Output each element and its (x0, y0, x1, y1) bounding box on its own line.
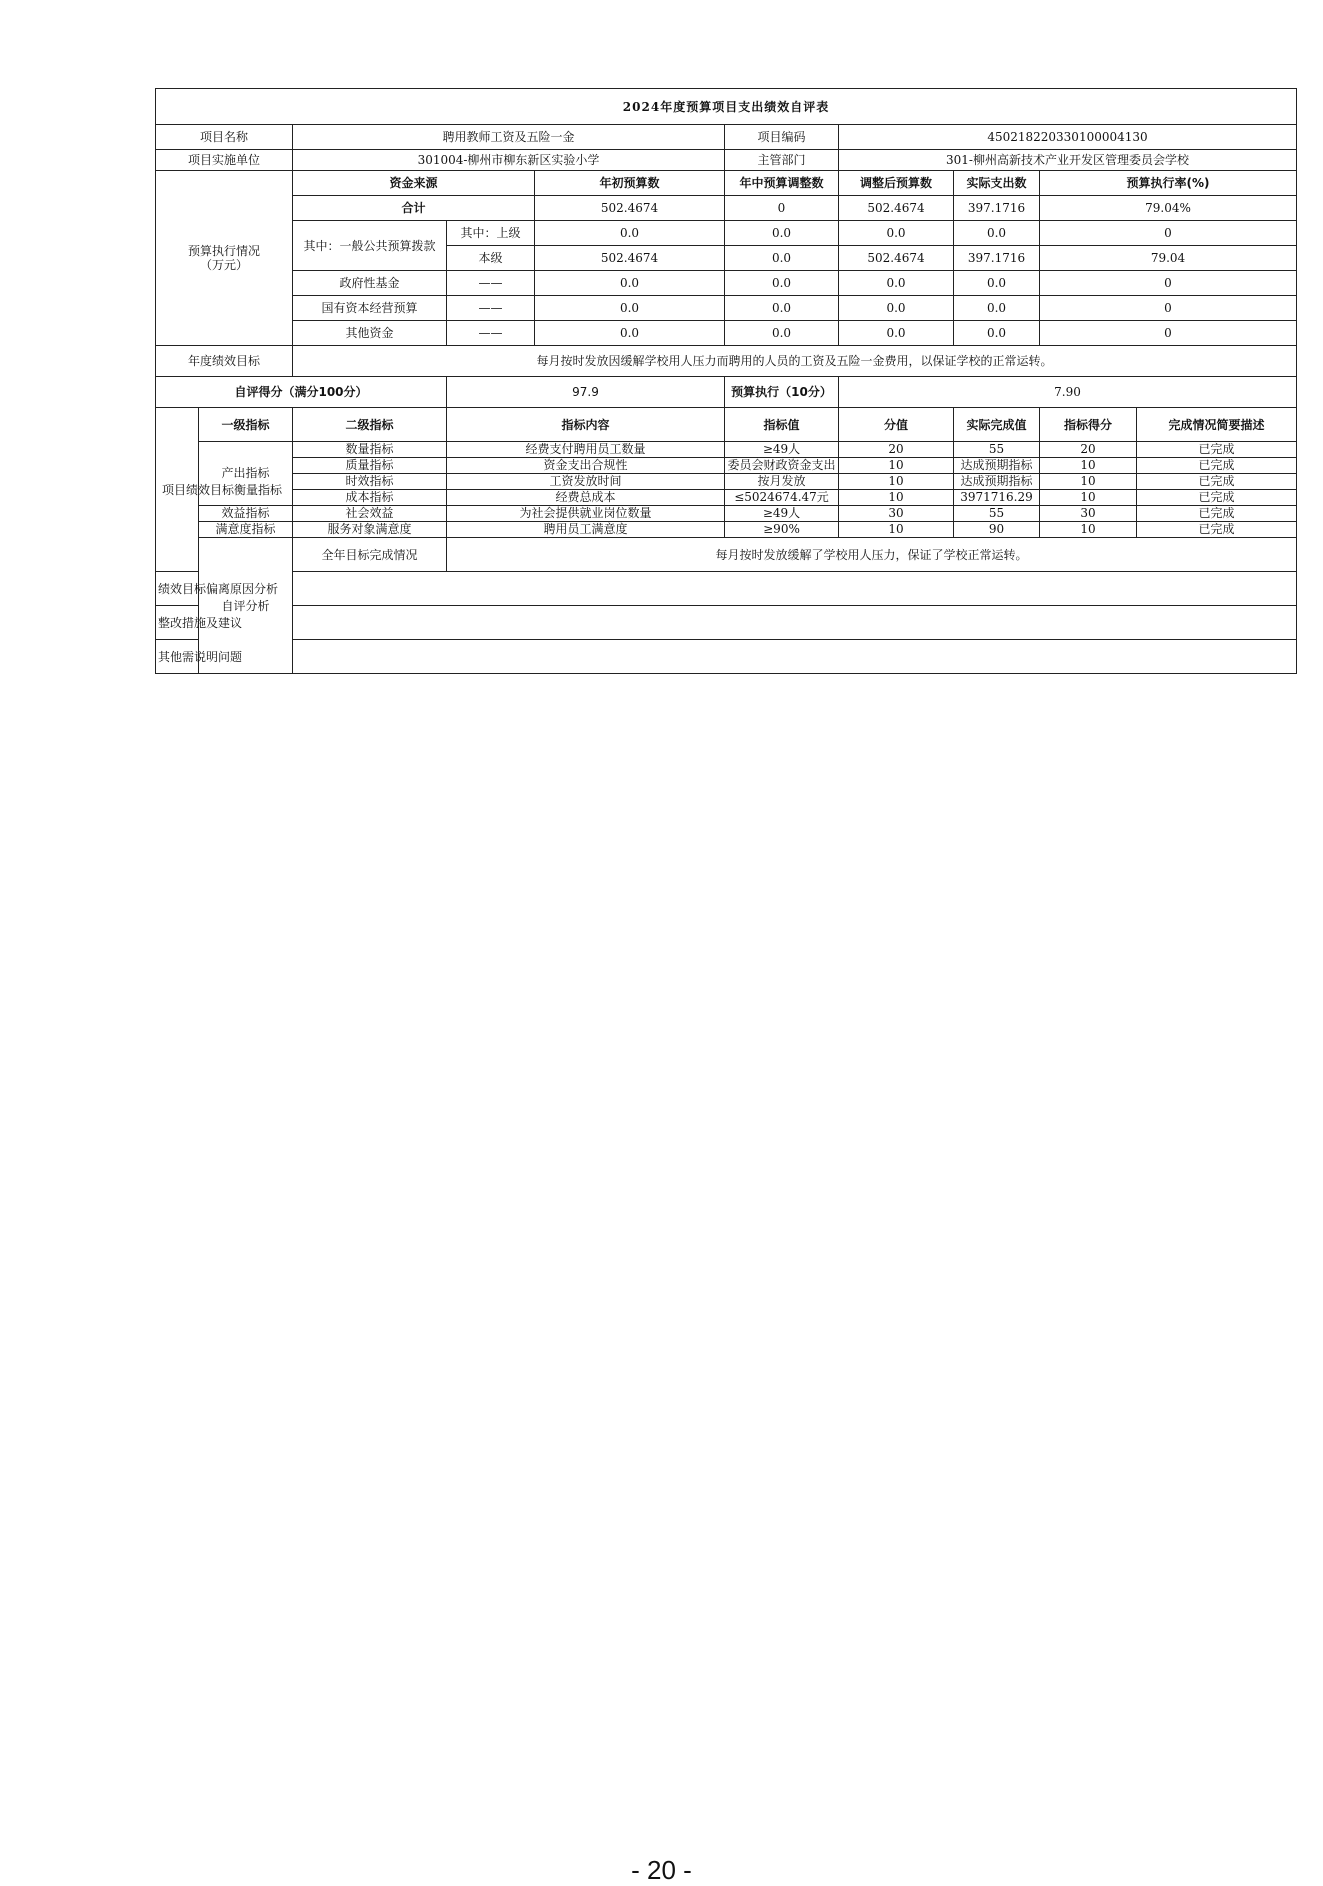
self-eval-row-text (293, 640, 1297, 674)
annual-goal-text: 每月按时发放因缓解学校用人压力而聘用的人员的工资及五险一金费用，以保证学校的正常运转。 (293, 346, 1297, 377)
self-score-label: 自评得分（满分100分） (156, 377, 447, 408)
indicator-target: 委员会财政资金支出 (725, 458, 839, 474)
total-adjust: 0 (725, 196, 839, 221)
state-capital-label: 国有资本经营预算 (293, 296, 447, 321)
indicator-weight: 10 (839, 474, 954, 490)
project-name-label: 项目名称 (156, 125, 293, 150)
header-content: 指标内容 (447, 408, 725, 442)
satisfaction-status: 已完成 (1137, 522, 1297, 538)
indicator-status: 已完成 (1137, 490, 1297, 506)
indicator-actual: 3971716.29 (954, 490, 1040, 506)
self-eval-row-text (293, 606, 1297, 640)
other-fund-dash: —— (447, 321, 535, 346)
indicator-target: 按月发放 (725, 474, 839, 490)
local-adjust: 0.0 (725, 246, 839, 271)
indicator-content: 工资发放时间 (447, 474, 725, 490)
header-status: 完成情况简要描述 (1137, 408, 1297, 442)
upper-adjust: 0.0 (725, 221, 839, 246)
indicator-target: ≤5024674.47元 (725, 490, 839, 506)
state-capital-adjusted: 0.0 (839, 296, 954, 321)
self-eval-section-label: 自评分析 (199, 538, 293, 674)
self-eval-row-text: 每月按时发放缓解了学校用人压力，保证了学校正常运转。 (447, 538, 1297, 572)
header-initial-budget: 年初预算数 (535, 171, 725, 196)
header-level2: 二级指标 (293, 408, 447, 442)
indicator-level2: 成本指标 (293, 490, 447, 506)
state-capital-initial: 0.0 (535, 296, 725, 321)
gov-fund-rate: 0 (1040, 271, 1297, 296)
table-title: 2024年度预算项目支出绩效自评表 (156, 89, 1297, 125)
dept-label: 主管部门 (725, 150, 839, 171)
self-eval-row-label: 其他需说明问题 (156, 640, 199, 674)
upper-initial: 0.0 (535, 221, 725, 246)
benefit-content: 为社会提供就业岗位数量 (447, 506, 725, 522)
header-fund-source: 资金来源 (293, 171, 535, 196)
self-eval-row-label: 全年目标完成情况 (293, 538, 447, 572)
other-fund-label: 其他资金 (293, 321, 447, 346)
benefit-actual: 55 (954, 506, 1040, 522)
benefit-level2: 社会效益 (293, 506, 447, 522)
satisfaction-indicator-label: 满意度指标 (199, 522, 293, 538)
local-actual: 397.1716 (954, 246, 1040, 271)
local-initial: 502.4674 (535, 246, 725, 271)
indicator-level2: 数量指标 (293, 442, 447, 458)
indicator-score: 10 (1040, 490, 1137, 506)
dept-value: 301-柳州高新技术产业开发区管理委员会学校 (839, 150, 1297, 171)
other-fund-rate: 0 (1040, 321, 1297, 346)
indicator-actual: 达成预期指标 (954, 474, 1040, 490)
satisfaction-weight: 10 (839, 522, 954, 538)
benefit-indicator-label: 效益指标 (199, 506, 293, 522)
budget-section-label-line1: 预算执行情况 (187, 244, 260, 258)
indicator-status: 已完成 (1137, 442, 1297, 458)
project-code: 450218220330100004130 (839, 125, 1297, 150)
project-name: 聘用教师工资及五险一金 (293, 125, 725, 150)
upper-actual: 0.0 (954, 221, 1040, 246)
gov-fund-label: 政府性基金 (293, 271, 447, 296)
indicator-score: 10 (1040, 474, 1137, 490)
local-level-label: 本级 (447, 246, 535, 271)
header-mid-adjust: 年中预算调整数 (725, 171, 839, 196)
benefit-score: 30 (1040, 506, 1137, 522)
other-fund-adjust: 0.0 (725, 321, 839, 346)
indicator-section-label: 项目绩效目标衡量指标 (156, 408, 199, 572)
state-capital-dash: —— (447, 296, 535, 321)
gov-fund-adjust: 0.0 (725, 271, 839, 296)
header-exec-rate: 预算执行率(%) (1040, 171, 1297, 196)
header-actual: 实际完成值 (954, 408, 1040, 442)
upper-adjusted: 0.0 (839, 221, 954, 246)
local-adjusted: 502.4674 (839, 246, 954, 271)
output-indicator-label: 产出指标 (199, 442, 293, 506)
header-weight: 分值 (839, 408, 954, 442)
unit-label: 项目实施单位 (156, 150, 293, 171)
budget-section-label-line2: （万元） (199, 258, 248, 272)
header-adjusted-budget: 调整后预算数 (839, 171, 954, 196)
indicator-score: 20 (1040, 442, 1137, 458)
self-eval-row-label: 整改措施及建议 (156, 606, 199, 640)
total-initial: 502.4674 (535, 196, 725, 221)
header-score: 指标得分 (1040, 408, 1137, 442)
indicator-status: 已完成 (1137, 458, 1297, 474)
indicator-status: 已完成 (1137, 474, 1297, 490)
header-actual-spend: 实际支出数 (954, 171, 1040, 196)
benefit-weight: 30 (839, 506, 954, 522)
other-fund-actual: 0.0 (954, 321, 1040, 346)
state-capital-actual: 0.0 (954, 296, 1040, 321)
benefit-status: 已完成 (1137, 506, 1297, 522)
total-label: 合计 (293, 196, 535, 221)
state-capital-rate: 0 (1040, 296, 1297, 321)
page-number: - 20 - (631, 1855, 692, 1885)
indicator-actual: 55 (954, 442, 1040, 458)
other-fund-initial: 0.0 (535, 321, 725, 346)
indicator-content: 经费支付聘用员工数量 (447, 442, 725, 458)
budget-section-label (156, 171, 293, 346)
indicator-content: 经费总成本 (447, 490, 725, 506)
performance-table (155, 88, 1297, 674)
header-target: 指标值 (725, 408, 839, 442)
satisfaction-content: 聘用员工满意度 (447, 522, 725, 538)
gov-fund-dash: —— (447, 271, 535, 296)
satisfaction-score: 10 (1040, 522, 1137, 538)
self-eval-row-label: 绩效目标偏离原因分析 (156, 572, 199, 606)
local-rate: 79.04 (1040, 246, 1297, 271)
self-score-value: 97.9 (447, 377, 725, 408)
upper-level-label: 其中：上级 (447, 221, 535, 246)
indicator-score: 10 (1040, 458, 1137, 474)
benefit-target: ≥49人 (725, 506, 839, 522)
indicator-content: 资金支出合规性 (447, 458, 725, 474)
other-fund-adjusted: 0.0 (839, 321, 954, 346)
satisfaction-level2: 服务对象满意度 (293, 522, 447, 538)
total-adjusted: 502.4674 (839, 196, 954, 221)
budget-exec-value: 7.90 (839, 377, 1297, 408)
gov-fund-actual: 0.0 (954, 271, 1040, 296)
unit-value: 301004-柳州市柳东新区实验小学 (293, 150, 725, 171)
total-rate: 79.04% (1040, 196, 1297, 221)
indicator-actual: 达成预期指标 (954, 458, 1040, 474)
satisfaction-target: ≥90% (725, 522, 839, 538)
satisfaction-actual: 90 (954, 522, 1040, 538)
total-actual: 397.1716 (954, 196, 1040, 221)
header-level1: 一级指标 (199, 408, 293, 442)
gov-fund-adjusted: 0.0 (839, 271, 954, 296)
state-capital-adjust: 0.0 (725, 296, 839, 321)
self-eval-row-text (293, 572, 1297, 606)
indicator-weight: 10 (839, 458, 954, 474)
budget-exec-label: 预算执行（10分） (725, 377, 839, 408)
indicator-weight: 20 (839, 442, 954, 458)
indicator-level2: 时效指标 (293, 474, 447, 490)
indicator-level2: 质量指标 (293, 458, 447, 474)
gov-fund-initial: 0.0 (535, 271, 725, 296)
project-code-label: 项目编码 (725, 125, 839, 150)
general-budget-label: 其中：一般公共预算拨款 (293, 221, 447, 271)
indicator-target: ≥49人 (725, 442, 839, 458)
upper-rate: 0 (1040, 221, 1297, 246)
annual-goal-label: 年度绩效目标 (156, 346, 293, 377)
indicator-weight: 10 (839, 490, 954, 506)
